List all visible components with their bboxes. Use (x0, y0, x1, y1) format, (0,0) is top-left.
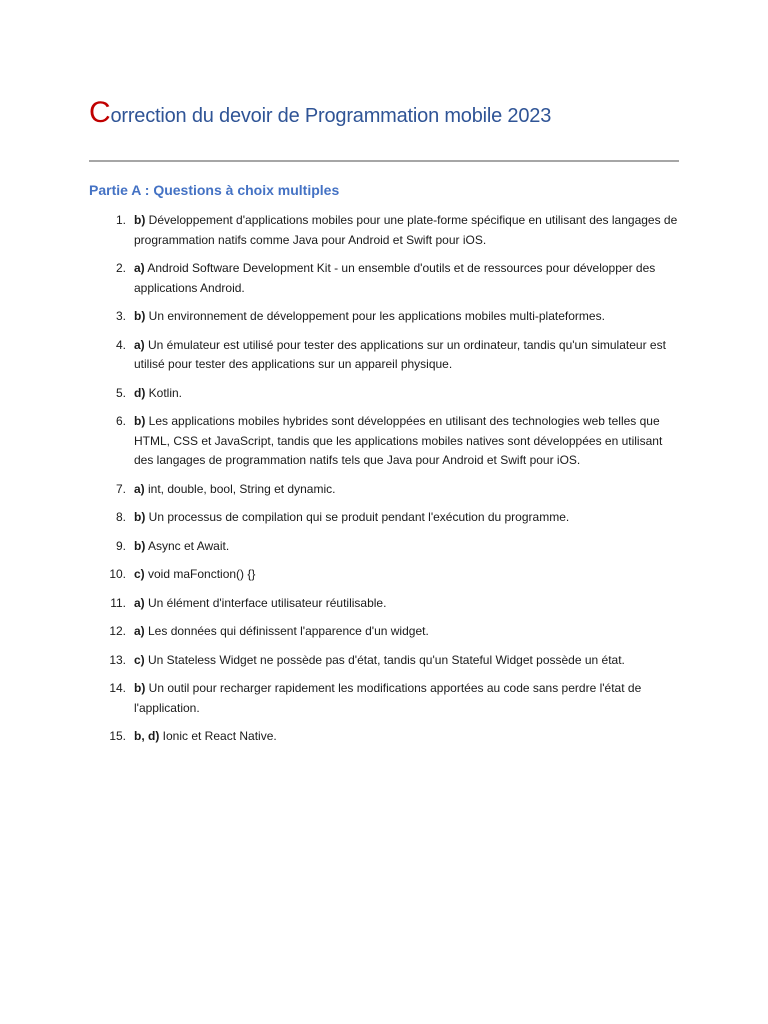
item-number: 5. (115, 385, 126, 400)
list-item (0, 384, 768, 404)
section-heading: Partie A : Questions à choix multiples (89, 182, 340, 198)
item-number: 13. (109, 652, 126, 667)
list-item (0, 537, 768, 557)
answer-text: Les données qui définissent l'apparence d'un widget. (144, 624, 429, 638)
answer-text: Les applications mobiles hybrides sont développées en utilisant des technologies web telles que HTML, CSS et JavaScript, tandis que les applications mobiles natives sont développées en utilisant des langages de programmation natifs tels que Java pour Android et Swift pour iOS. (134, 414, 663, 467)
answer-letter: b) (134, 538, 146, 553)
title-initial: C (89, 96, 111, 129)
list-item (0, 727, 768, 747)
list-item (0, 622, 768, 642)
item-number: 9. (115, 538, 126, 553)
answer-text: Un émulateur est utilisé pour tester des applications sur un ordinateur, tandis qu'un simulateur est utilisé pour tester des applications sur un appareil physique. (134, 337, 666, 371)
item-number: 12. (109, 624, 126, 638)
item-number: 11. (110, 595, 126, 610)
answer-text: Async et Await. (145, 538, 230, 553)
item-number: 10. (109, 567, 126, 581)
answer-text: void maFonction() {} (144, 567, 256, 581)
answer-letter: a) (134, 481, 145, 496)
answer-text: Un environnement de développement pour les applications mobiles multi-plateformes. (145, 309, 605, 323)
list-item (0, 565, 768, 585)
item-number: 2. (115, 261, 126, 275)
title-text: orrection du devoir de Programmation mobile 2023 (110, 105, 552, 127)
answer-letter: b) (134, 213, 146, 227)
item-number: 14. (109, 681, 126, 695)
answer-letter: b) (134, 414, 146, 428)
answer-list (0, 211, 768, 756)
title-divider (89, 160, 679, 162)
answer-letter: a) (134, 624, 145, 638)
answer-text: Développement d'applications mobiles pour une plate-forme spécifique en utilisant des langages de programmation natifs comme Java pour Android et Swift pour iOS. (134, 213, 678, 247)
answer-text: Android Software Development Kit - un ensemble d'outils et de ressources pour développer des applications Android. (134, 261, 656, 295)
answer-letter: b) (134, 510, 146, 524)
item-number: 7. (115, 481, 126, 496)
answer-letter: a) (134, 337, 145, 352)
list-item (0, 211, 768, 250)
list-item (0, 259, 768, 298)
list-item (0, 412, 768, 471)
list-item (0, 679, 768, 718)
answer-letter: d) (134, 385, 146, 400)
answer-text: Un Stateless Widget ne possède pas d'état, tandis qu'un Stateful Widget possède un état. (144, 652, 625, 667)
item-number: 15. (109, 729, 126, 743)
answer-text: int, double, bool, String et dynamic. (144, 481, 336, 496)
item-number: 1. (115, 213, 126, 227)
answer-letter: b, d) (134, 729, 160, 743)
item-number: 6. (115, 414, 126, 428)
list-item (0, 651, 768, 671)
answer-letter: a) (134, 595, 145, 610)
answer-letter: a) (134, 261, 145, 275)
answer-letter: b) (134, 309, 146, 323)
page-title (89, 96, 551, 133)
list-item (0, 594, 768, 614)
answer-text: Ionic et React Native. (159, 729, 277, 743)
answer-text: Un processus de compilation qui se produit pendant l'exécution du programme. (145, 510, 570, 524)
list-item (0, 480, 768, 500)
answer-letter: b) (134, 681, 146, 695)
list-item (0, 336, 768, 375)
list-item (0, 508, 768, 528)
item-number: 3. (115, 309, 126, 323)
answer-text: Un élément d'interface utilisateur réutilisable. (144, 595, 387, 610)
item-number: 4. (115, 337, 126, 352)
answer-letter: c) (134, 652, 145, 667)
answer-letter: c) (134, 567, 145, 581)
answer-text: Un outil pour recharger rapidement les modifications apportées au code sans perdre l'état de l'application. (134, 681, 642, 715)
list-item (0, 307, 768, 327)
item-number: 8. (115, 510, 126, 524)
answer-text: Kotlin. (145, 385, 183, 400)
